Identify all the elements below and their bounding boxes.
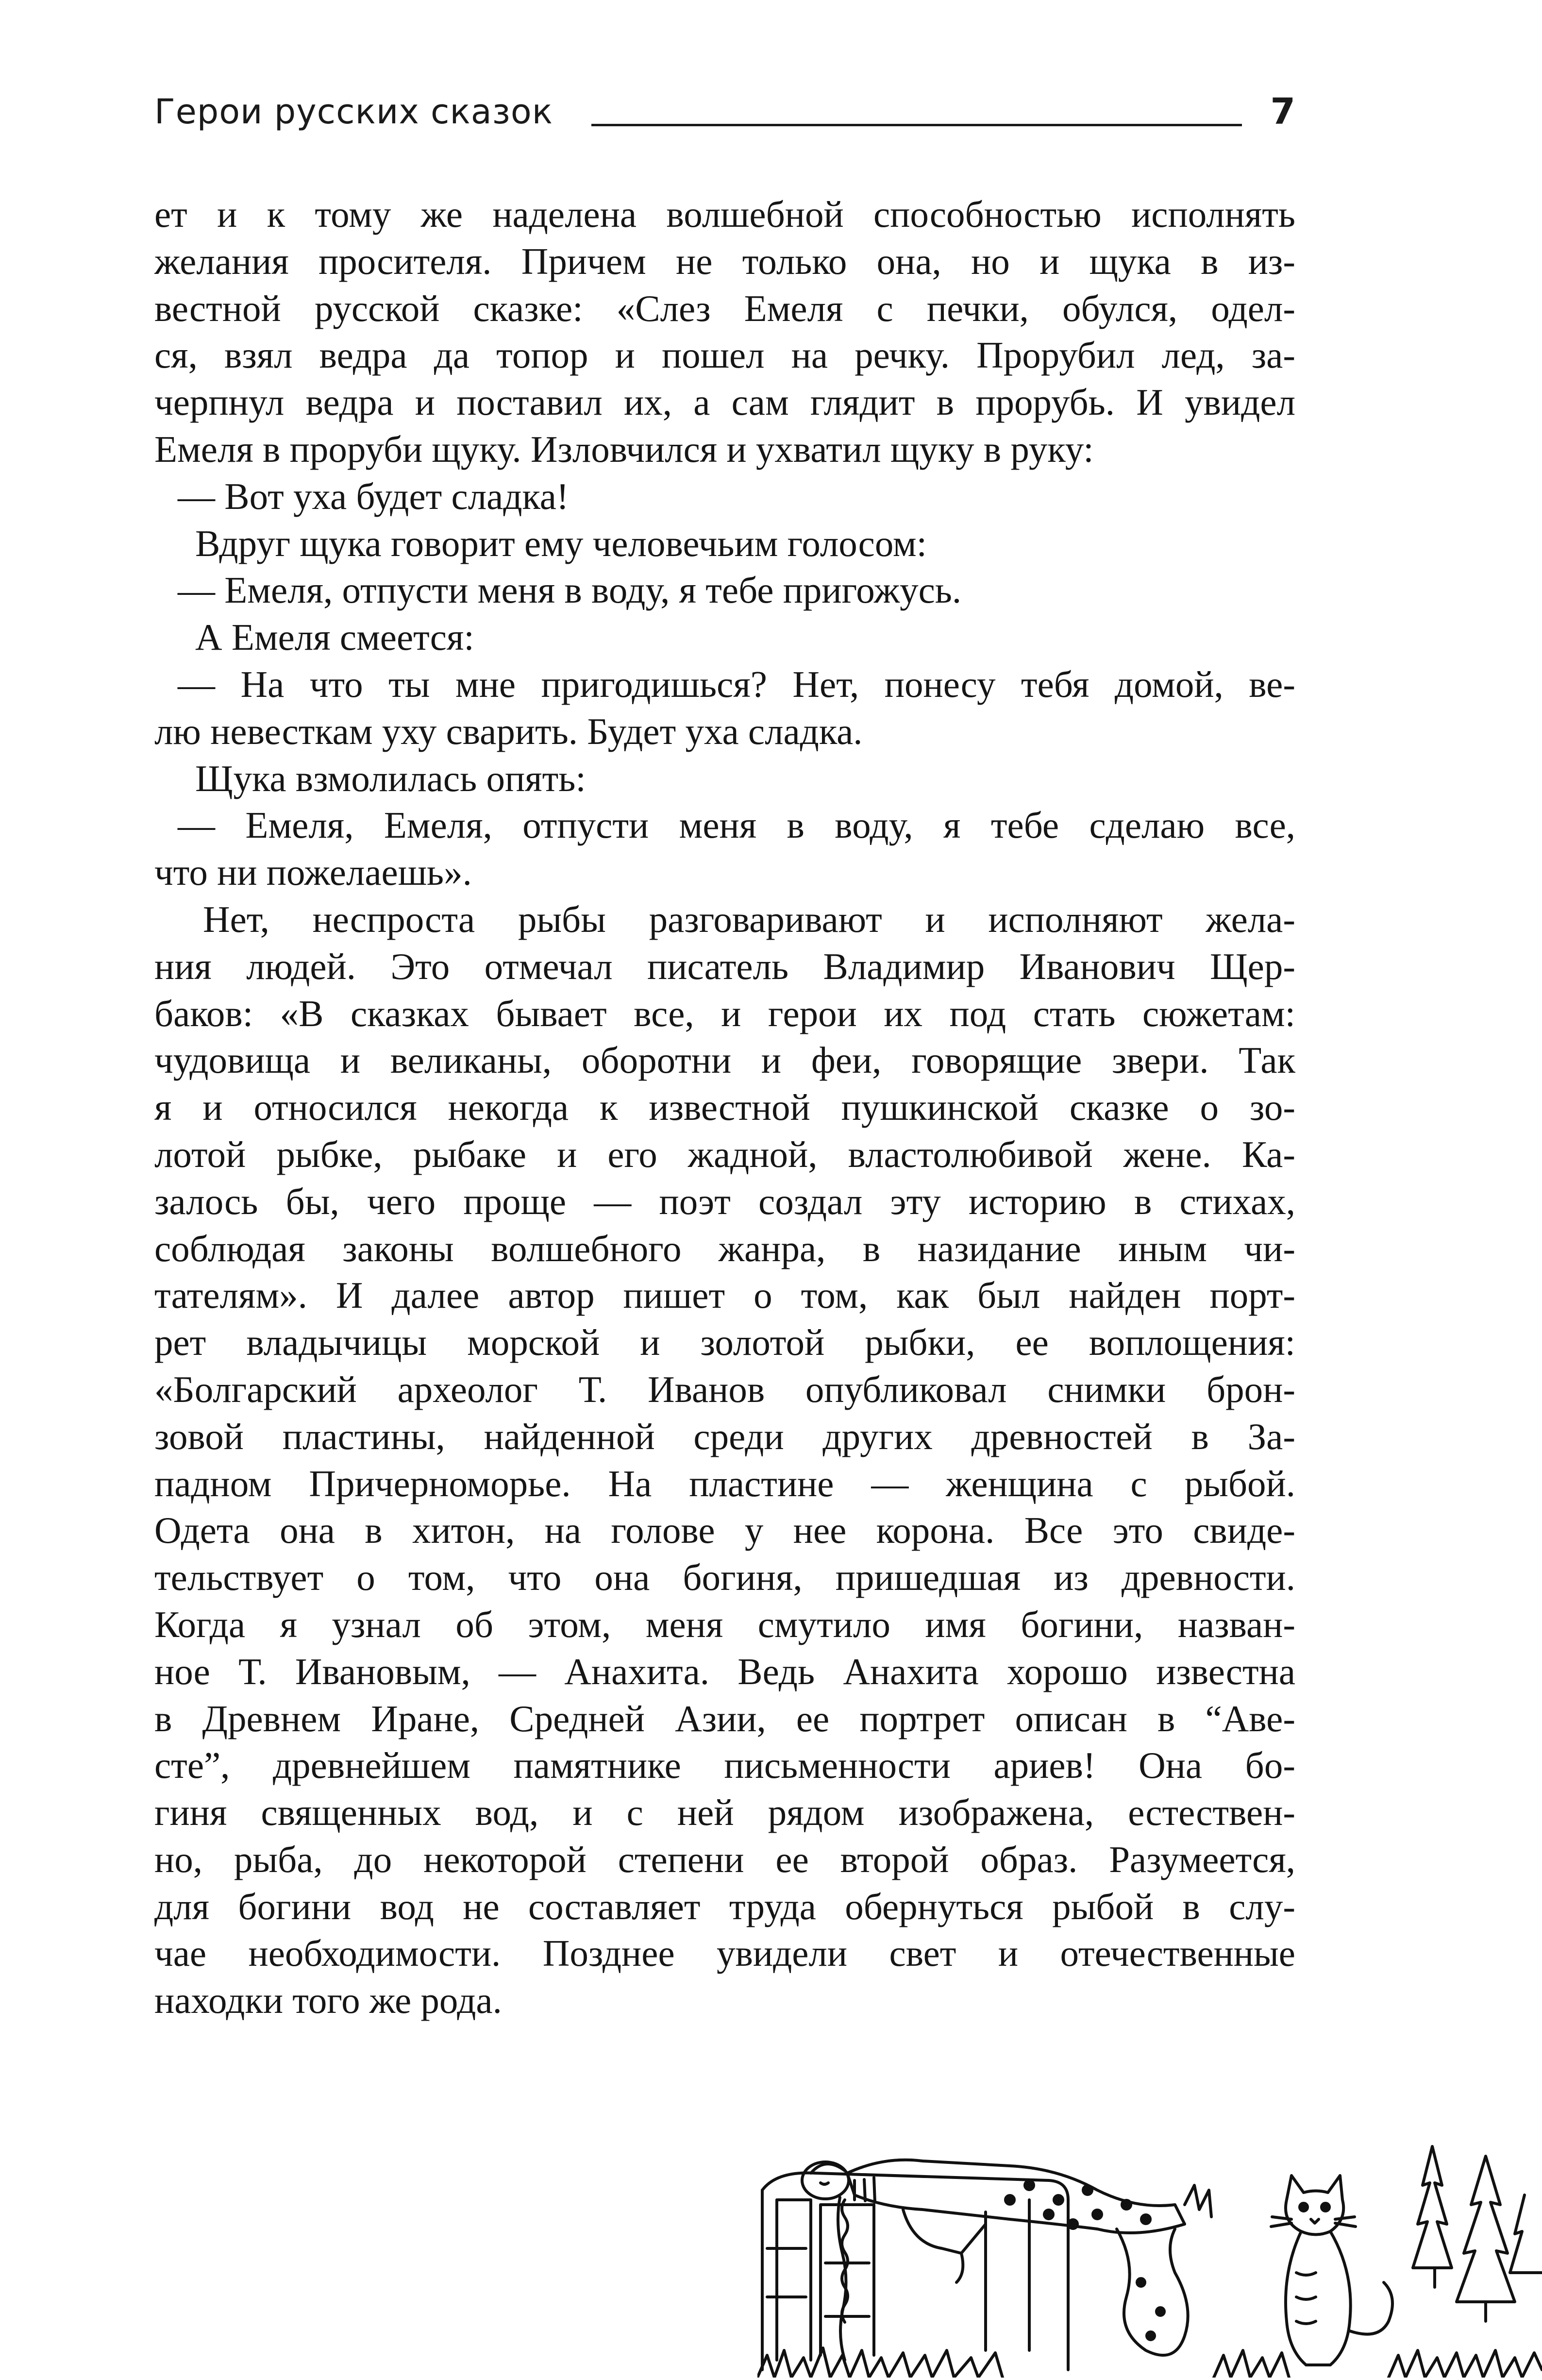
text-line: Когда я узнал об этом, меня смутило имя богини, назван- [154, 1603, 1295, 1645]
text-line: вестной русской сказке: «Слез Емеля с печки, обулся, одел- [154, 287, 1295, 329]
text-line: находки того же рода. [154, 1979, 502, 2022]
text-line: залось бы, чего проще — поэт создал эту историю в стихах, [154, 1180, 1295, 1222]
cat-drawing [1271, 2176, 1392, 2365]
text-line: я и относился некогда к известной пушкинской сказке о зо- [154, 1086, 1295, 1129]
text-line: тельствует о том, что она богиня, пришедшая из древности. [154, 1556, 1295, 1599]
text-line: сте”, древнейшем памятнике письменности ариев! Она бо- [154, 1744, 1295, 1787]
text-line: «Болгарский археолог Т. Иванов опубликовал снимки брон- [154, 1368, 1295, 1410]
text-line: падном Причерноморье. На пластине — женщина с рыбой. [154, 1462, 1295, 1504]
dialog-line: — Емеля, Емеля, отпусти меня в воду, я тебе сделаю все, [178, 804, 1295, 846]
text-line: для богини вод не составляет труда обернуться рыбой в слу- [154, 1885, 1295, 1927]
running-header-title: Герои русских сказок [154, 92, 553, 132]
text-line: ния людей. Это отмечал писатель Владимир Иванович Щер- [154, 945, 1295, 987]
text-line: зовой пластины, найденной среди других древностей в За- [154, 1415, 1295, 1457]
text-line: ное Т. Ивановым, — Анахита. Ведь Анахита хорошо известна [154, 1650, 1295, 1692]
page-number: 7 [1270, 91, 1295, 133]
dialog-line: — Вот уха будет сладка! [178, 475, 569, 517]
text-line: лотой рыбке, рыбаке и его жадной, властолюбивой жене. Ка- [154, 1133, 1295, 1175]
text-line: А Емеля смеется: [195, 616, 474, 658]
text-line: ет и к тому же наделена волшебной способностью исполнять [154, 193, 1295, 235]
text-line: ся, взял ведра да топор и пошел на речку. Прорубил лед, за- [154, 334, 1295, 376]
dialog-line: — На что ты мне пригодишься? Нет, понесу тебя домой, ве- [178, 663, 1295, 705]
text-line: лю невесткам уху сварить. Будет уха сладка. [154, 710, 863, 752]
header-rule [591, 124, 1242, 126]
text-line: что ни пожелаешь». [154, 851, 472, 894]
text-line: чудовища и великаны, оборотни и феи, говорящие звери. Так [154, 1039, 1295, 1081]
paragraph-first-line: Нет, неспроста рыбы разговаривают и исполняют жела- [203, 898, 1295, 940]
text-line: рет владычицы морской и золотой рыбки, ее воплощения: [154, 1321, 1295, 1364]
text-line: гиня священных вод, и с ней рядом изображена, естествен- [154, 1791, 1295, 1834]
text-line: желания просителя. Причем не только она, но и щука в из- [154, 240, 1295, 282]
text-line: Емеля в проруби щуку. Изловчился и ухватил щуку в руку: [154, 428, 1094, 470]
text-line: Вдруг щука говорит ему человечьим голосом: [195, 522, 927, 564]
text-line: соблюдая законы волшебного жанра, в назидание иным чи- [154, 1227, 1295, 1269]
running-header [154, 85, 1295, 138]
emelya-on-stove-with-cat-illustration [757, 2127, 1542, 2378]
text-line: Одета она в хитон, на голове у нее корона. Все это свиде- [154, 1509, 1295, 1552]
pine-trees-drawing [1413, 2146, 1542, 2321]
dialog-line: — Емеля, отпусти меня в воду, я тебе пригожусь. [178, 569, 962, 611]
text-line: тателям». И далее автор пишет о том, как был найден порт- [154, 1274, 1295, 1317]
emelya-figure-drawing [802, 2160, 1211, 2360]
text-line: но, рыба, до некоторой степени ее второй образ. Разумеется, [154, 1838, 1295, 1880]
text-line: Щука взмолилась опять: [195, 757, 586, 799]
stove-drawing [762, 2173, 1068, 2370]
text-line: чае необходимости. Позднее увидели свет и отечественные [154, 1932, 1295, 1975]
body-text [154, 191, 1295, 2024]
text-line: в Древнем Иране, Средней Азии, ее портрет описан в “Аве- [154, 1697, 1295, 1739]
text-line: черпнул ведра и поставил их, а сам глядит в прорубь. И увидел [154, 381, 1295, 423]
text-line: баков: «В сказках бывает все, и герои их под стать сюжетам: [154, 992, 1295, 1034]
